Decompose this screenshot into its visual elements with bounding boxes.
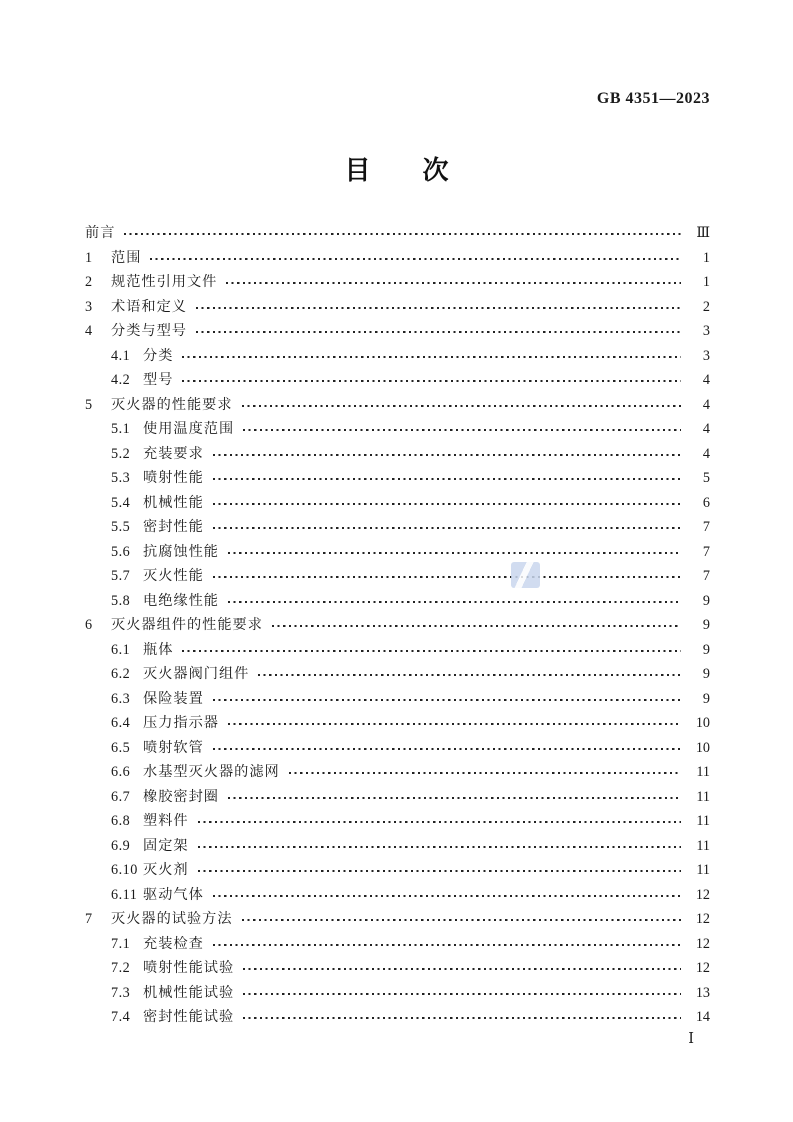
toc-entry-page: 12 [695,911,710,927]
toc-entry-label: 灭火器组件的性能要求 [111,617,263,633]
toc-entry-number: 5.5 [111,519,131,535]
toc-entry-page: 7 [702,519,710,535]
toc-dotted-leader-icon [150,258,681,260]
toc-entry-page: 4 [702,372,710,388]
toc-entry-page: 11 [696,837,710,854]
toc-entry-page: 1 [702,274,710,290]
toc-entry-label: 抗腐蚀性能 [143,543,219,560]
toc-entry-label: 喷射性能 [143,470,204,486]
toc-entry-page: 7 [702,568,710,584]
toc-entry-number: 6.9 [111,837,131,854]
toc-entry-page: 12 [695,886,710,903]
toc-entry [85,956,710,981]
toc-entry-label: 分类与型号 [111,323,187,339]
toc-dotted-leader-icon [213,699,681,701]
toc-entry-label: 充装检查 [143,935,204,952]
toc-dotted-leader-icon [213,944,681,946]
toc-entry [85,638,710,663]
toc-entry [85,858,710,883]
toc-entry-number: 6.7 [111,788,131,805]
toc-entry [85,295,710,320]
toc-entry [85,540,710,565]
toc-entry [85,515,710,540]
toc-list [85,221,710,1030]
toc-entry-label: 压力指示器 [143,715,219,731]
toc-entry-number: 6.5 [111,739,131,756]
toc-dotted-leader-icon [213,478,681,480]
toc-entry-label: 电绝缘性能 [143,592,219,609]
toc-entry [85,442,710,467]
toc-entry-page: 7 [702,543,710,560]
toc-entry-label: 密封性能试验 [143,1009,235,1025]
standard-number: GB 4351—2023 [596,90,710,107]
toc-dotted-leader-icon [242,405,681,407]
toc-entry [85,246,710,271]
toc-entry [85,393,710,418]
toc-dotted-leader-icon [182,356,681,358]
toc-entry-page: 3 [702,323,710,339]
toc-dotted-leader-icon [243,968,681,970]
toc-entry-page: 5 [702,470,710,486]
toc-dotted-leader-icon [228,797,681,799]
toc-entry-label: 充装要求 [143,445,204,462]
toc-entry-page: 9 [702,641,710,658]
toc-entry-number: 5 [85,396,93,413]
toc-entry-page: 10 [695,739,710,756]
toc-dotted-leader-icon [272,625,681,627]
toc-entry-number: 6.8 [111,813,131,829]
toc-entry [85,466,710,491]
toc-entry-number: 6 [85,617,93,633]
toc-entry-page: 9 [702,690,710,707]
toc-entry-page: 10 [695,715,710,731]
toc-entry-page: 12 [695,960,710,976]
toc-entry-page: 11 [696,788,710,805]
toc-dotted-leader-icon [226,282,681,284]
toc-entry-number: 5.2 [111,445,131,462]
toc-entry [85,564,710,589]
toc-dotted-leader-icon [213,576,681,578]
toc-entry-label: 灭火器的试验方法 [111,911,233,927]
toc-entry [85,834,710,859]
toc-entry-page: 9 [702,617,710,633]
toc-entry [85,1005,710,1030]
toc-entry-page: 4 [702,445,710,462]
toc-entry [85,613,710,638]
toc-dotted-leader-icon [198,870,681,872]
toc-entry-number: 7 [85,911,93,927]
toc-entry-number: 7.3 [111,984,131,1001]
toc-dotted-leader-icon [289,772,681,774]
toc-entry-label: 喷射性能试验 [143,960,235,976]
toc-entry-page: 12 [695,935,710,952]
toc-entry [85,589,710,614]
toc-dotted-leader-icon [228,723,681,725]
toc-entry-page: Ⅲ [696,225,710,241]
toc-entry-label: 灭火器阀门组件 [143,666,250,682]
toc-entry-number: 5.6 [111,543,131,560]
toc-entry-page: 9 [702,666,710,682]
toc-entry-page: 3 [702,347,710,364]
toc-entry-number: 7.1 [111,935,131,952]
toc-dotted-leader-icon [213,895,681,897]
toc-entry-page: 14 [695,1009,710,1025]
toc-dotted-leader-icon [242,919,681,921]
toc-entry [85,711,710,736]
toc-entry [85,662,710,687]
toc-entry-page: 11 [696,764,710,780]
toc-dotted-leader-icon [196,307,681,309]
toc-entry-page: 4 [702,396,710,413]
toc-entry-label: 保险装置 [143,690,204,707]
toc-entry [85,809,710,834]
toc-entry-number: 4 [85,323,93,339]
toc-dotted-leader-icon [213,503,681,505]
toc-entry-label: 固定架 [143,837,189,854]
toc-dotted-leader-icon [213,454,681,456]
toc-entry-page: 2 [702,298,710,315]
toc-entry-number: 2 [85,274,93,290]
toc-dotted-leader-icon [228,552,681,554]
toc-entry-number: 6.11 [111,886,138,903]
toc-entry-number: 6.3 [111,690,131,707]
toc-dotted-leader-icon [213,527,681,529]
toc-dotted-leader-icon [182,380,681,382]
toc-entry-number: 4.1 [111,347,131,364]
toc-entry-number: 6.10 [111,862,138,878]
footer-page-number: Ⅰ [688,1031,694,1047]
toc-entry-label: 前言 [85,225,116,241]
toc-entry [85,883,710,908]
toc-entry-label: 驱动气体 [143,886,204,903]
toc-entry-label: 型号 [143,372,174,388]
toc-entry-number: 3 [85,298,93,315]
toc-entry [85,221,710,246]
toc-entry-label: 喷射软管 [143,739,204,756]
toc-entry-label: 机械性能试验 [143,984,235,1001]
toc-entry-label: 灭火器的性能要求 [111,396,233,413]
page-title: 目 次 [344,155,449,185]
toc-entry-label: 分类 [143,347,174,364]
toc-entry [85,981,710,1006]
toc-entry [85,417,710,442]
toc-entry-number: 6.6 [111,764,131,780]
toc-dotted-leader-icon [196,331,681,333]
toc-entry-label: 机械性能 [143,494,204,511]
toc-entry-number: 5.7 [111,568,131,584]
toc-entry-label: 橡胶密封圈 [143,788,219,805]
toc-dotted-leader-icon [243,429,681,431]
toc-entry-label: 水基型灭火器的滤网 [143,764,280,780]
watermark-logo [511,562,540,588]
toc-entry-label: 塑料件 [143,813,189,829]
toc-entry-number: 5.8 [111,592,131,609]
toc-entry-label: 灭火剂 [143,862,189,878]
toc-entry-label: 瓶体 [143,641,174,658]
toc-entry [85,907,710,932]
toc-entry-number: 5.3 [111,470,131,486]
toc-entry-number: 6.1 [111,641,131,658]
toc-entry-page: 13 [695,984,710,1001]
toc-dotted-leader-icon [228,601,681,603]
toc-entry-page: 1 [702,249,710,266]
toc-entry-label: 灭火性能 [143,568,204,584]
toc-entry-number: 5.1 [111,421,131,437]
toc-entry [85,344,710,369]
toc-entry-label: 使用温度范围 [143,421,235,437]
toc-entry [85,319,710,344]
toc-dotted-leader-icon [243,993,681,995]
toc-entry-number: 6.4 [111,715,131,731]
toc-dotted-leader-icon [213,748,681,750]
toc-entry-number: 5.4 [111,494,131,511]
toc-entry-page: 6 [702,494,710,511]
toc-dotted-leader-icon [258,674,681,676]
toc-entry-page: 9 [702,592,710,609]
toc-dotted-leader-icon [243,1017,681,1019]
toc-entry-label: 密封性能 [143,519,204,535]
toc-entry-page: 4 [702,421,710,437]
toc-entry-page: 11 [696,862,710,878]
toc-entry-number: 4.2 [111,372,131,388]
toc-entry-label: 范围 [111,249,142,266]
toc-entry [85,368,710,393]
toc-entry [85,932,710,957]
toc-entry-number: 6.2 [111,666,131,682]
toc-entry-label: 规范性引用文件 [111,274,218,290]
toc-entry-number: 7.4 [111,1009,131,1025]
toc-entry [85,736,710,761]
toc-entry-number: 1 [85,249,93,266]
toc-dotted-leader-icon [124,233,681,235]
toc-entry [85,270,710,295]
toc-dotted-leader-icon [182,650,681,652]
toc-entry [85,760,710,785]
toc-dotted-leader-icon [198,846,681,848]
toc-dotted-leader-icon [198,821,681,823]
toc-entry [85,491,710,516]
toc-entry [85,785,710,810]
toc-entry-label: 术语和定义 [111,298,187,315]
toc-entry-page: 11 [696,813,710,829]
toc-entry-number: 7.2 [111,960,131,976]
toc-entry [85,687,710,712]
